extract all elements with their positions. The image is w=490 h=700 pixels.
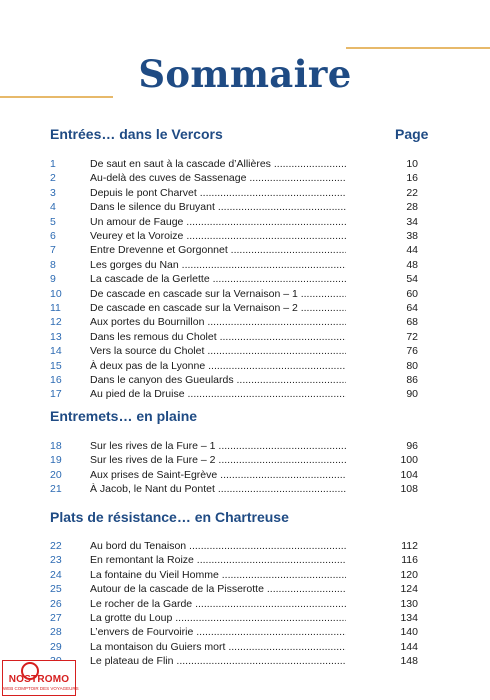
- entry-number: 20: [50, 468, 62, 481]
- entry-title: L’envers de Fourvoirie .....: [90, 626, 346, 639]
- entry-title: En remontant la Roize .....: [90, 554, 346, 567]
- entry-page: 112: [401, 540, 418, 552]
- entry-title: Veurey et la Voroize .....: [90, 230, 346, 243]
- entry-number: 19: [50, 454, 62, 467]
- toc-entry[interactable]: [0, 230, 490, 243]
- toc-entry[interactable]: [0, 598, 490, 611]
- toc-entry[interactable]: [0, 469, 490, 482]
- entry-number: 29: [50, 640, 62, 653]
- entry-number: 17: [50, 388, 62, 401]
- entry-number: 21: [50, 483, 62, 496]
- toc-entry[interactable]: [0, 360, 490, 373]
- toc-entry[interactable]: [0, 388, 490, 401]
- entry-title: La fontaine du Vieil Homme .....: [90, 569, 346, 582]
- entry-page: 134: [400, 612, 418, 624]
- entry-title: Le plateau de Flin .....: [90, 655, 346, 668]
- entry-title: La cascade de la Gerlette .....: [90, 273, 346, 286]
- entry-page: 116: [401, 554, 418, 567]
- entry-page: 108: [400, 483, 418, 496]
- entry-title: Au pied de la Druise .....: [90, 388, 346, 401]
- nostromo-watermark-logo: [2, 660, 79, 696]
- entry-title: Aux prises de Saint-Egrève .....: [90, 469, 346, 482]
- entry-title: De saut en saut à la cascade d’Allières .....: [90, 158, 346, 171]
- entry-page: 104: [400, 468, 418, 481]
- logo-tagline: WEB COMPTOIR DES VOYAGEURS: [3, 686, 79, 691]
- entry-number: 10: [50, 287, 62, 300]
- toc-entry[interactable]: [0, 454, 490, 467]
- entry-number: 23: [50, 554, 62, 567]
- entry-title: De cascade en cascade sur la Vernaison – 2 .....: [90, 302, 346, 315]
- entry-number: 3: [50, 186, 56, 199]
- entry-number: 28: [50, 626, 62, 639]
- toc-entry[interactable]: [0, 158, 490, 171]
- entry-title: Sur les rives de la Fure – 2 .....: [90, 454, 346, 467]
- entry-title: Autour de la cascade de la Pisserotte .....: [90, 583, 346, 596]
- section-title-chartreuse: Plats de résistance… en Chartreuse: [50, 509, 289, 525]
- entry-title: Entre Drevenne et Gorgonnet .....: [90, 244, 346, 257]
- entry-title: Sur les rives de la Fure – 1 .....: [90, 440, 346, 453]
- toc-entry[interactable]: [0, 302, 490, 315]
- entry-page: 60: [406, 287, 418, 300]
- entry-title: Depuis le pont Charvet .....: [90, 187, 346, 200]
- entry-page: 124: [400, 583, 418, 596]
- entry-title: Vers la source du Cholet .....: [90, 345, 346, 358]
- entry-page: 100: [400, 454, 418, 467]
- entry-title: Au-delà des cuves de Sassenage .....: [90, 172, 346, 185]
- entry-page: 10: [406, 158, 418, 170]
- entry-page: 148: [400, 655, 418, 668]
- entry-number: 24: [50, 568, 62, 581]
- decorative-rule-top: [346, 47, 490, 49]
- entry-page: 28: [406, 201, 418, 214]
- toc-entry[interactable]: [0, 273, 490, 286]
- entry-page: 86: [406, 374, 418, 386]
- entry-title: Au bord du Tenaison .....: [90, 540, 346, 553]
- entry-title: Les gorges du Nan .....: [90, 259, 346, 272]
- toc-entry[interactable]: [0, 288, 490, 301]
- toc-entry[interactable]: [0, 244, 490, 257]
- entry-title: Un amour de Fauge .....: [90, 216, 346, 229]
- toc-entry[interactable]: [0, 216, 490, 229]
- entry-number: 27: [50, 612, 62, 624]
- entry-title: Dans les remous du Cholet .....: [90, 331, 346, 344]
- toc-entry[interactable]: [0, 626, 490, 639]
- entry-page: 34: [406, 215, 418, 228]
- entry-number: 8: [50, 258, 56, 271]
- section-title-vercors: Entrées… dans le Vercors: [50, 126, 223, 142]
- entry-number: 9: [50, 273, 56, 286]
- toc-entry[interactable]: [0, 540, 490, 553]
- entry-page: 144: [400, 640, 418, 653]
- entry-page: 64: [406, 302, 418, 314]
- toc-entry[interactable]: [0, 641, 490, 654]
- logo-name: NOSTROMO: [8, 674, 70, 685]
- entry-title: Dans le silence du Bruyant .....: [90, 201, 346, 214]
- entry-title: De cascade en cascade sur la Vernaison – 1 .....: [90, 288, 346, 301]
- entry-page: 72: [406, 330, 418, 343]
- toc-entry[interactable]: [0, 583, 490, 596]
- entry-title: À deux pas de la Lyonne .....: [90, 360, 346, 373]
- page-title: Sommaire: [138, 52, 352, 96]
- entry-number: 22: [50, 540, 62, 552]
- toc-entry[interactable]: [0, 331, 490, 344]
- entry-number: 13: [50, 330, 62, 343]
- entry-title: À Jacob, le Nant du Pontet .....: [90, 483, 346, 496]
- entry-title: Aux portes du Bournillon .....: [90, 316, 346, 329]
- entry-title: La montaison du Guiers mort .....: [90, 641, 346, 654]
- entry-number: 11: [50, 302, 61, 314]
- toc-entry[interactable]: [0, 612, 490, 625]
- toc-entry[interactable]: [0, 201, 490, 214]
- decorative-rule-left: [0, 96, 113, 98]
- toc-entry[interactable]: [0, 483, 490, 496]
- entry-page: 16: [406, 172, 418, 185]
- entry-page: 48: [406, 258, 418, 271]
- toc-entry[interactable]: [0, 187, 490, 200]
- entry-page: 54: [406, 273, 418, 286]
- toc-entry[interactable]: [0, 554, 490, 567]
- entry-number: 1: [50, 158, 56, 170]
- page-column-header: Page: [395, 126, 429, 142]
- toc-entry[interactable]: [0, 316, 490, 329]
- entry-number: 6: [50, 230, 56, 242]
- entry-title: Dans le canyon des Gueulards .....: [90, 374, 346, 387]
- entry-page: 140: [400, 626, 418, 639]
- entry-title: Le rocher de la Garde .....: [90, 598, 346, 611]
- toc-entry[interactable]: [0, 569, 490, 582]
- toc-entry[interactable]: [0, 440, 490, 453]
- entry-page: 120: [400, 568, 418, 581]
- entry-page: 38: [406, 230, 418, 242]
- entry-number: 14: [50, 345, 62, 358]
- toc-entry[interactable]: [0, 172, 490, 185]
- toc-entry[interactable]: [0, 259, 490, 272]
- entry-title: La grotte du Loup .....: [90, 612, 346, 625]
- section-title-plaine: Entremets… en plaine: [50, 408, 198, 424]
- entry-number: 4: [50, 201, 56, 214]
- entry-number: 26: [50, 597, 62, 610]
- entry-number: 2: [50, 172, 56, 185]
- toc-entry[interactable]: [0, 345, 490, 358]
- entry-number: 7: [50, 244, 56, 257]
- toc-entry[interactable]: [0, 374, 490, 387]
- entry-page: 44: [406, 244, 418, 257]
- entry-number: 18: [50, 440, 62, 452]
- entry-page: 68: [406, 316, 418, 329]
- entry-page: 90: [406, 388, 418, 401]
- entry-page: 130: [400, 597, 418, 610]
- entry-page: 22: [406, 186, 418, 199]
- entry-page: 96: [406, 440, 418, 452]
- entry-number: 16: [50, 374, 62, 386]
- entry-number: 15: [50, 359, 62, 372]
- entry-page: 76: [406, 345, 418, 358]
- entry-number: 25: [50, 583, 62, 596]
- entry-number: 12: [50, 316, 62, 329]
- entry-number: 5: [50, 215, 56, 228]
- entry-page: 80: [406, 359, 418, 372]
